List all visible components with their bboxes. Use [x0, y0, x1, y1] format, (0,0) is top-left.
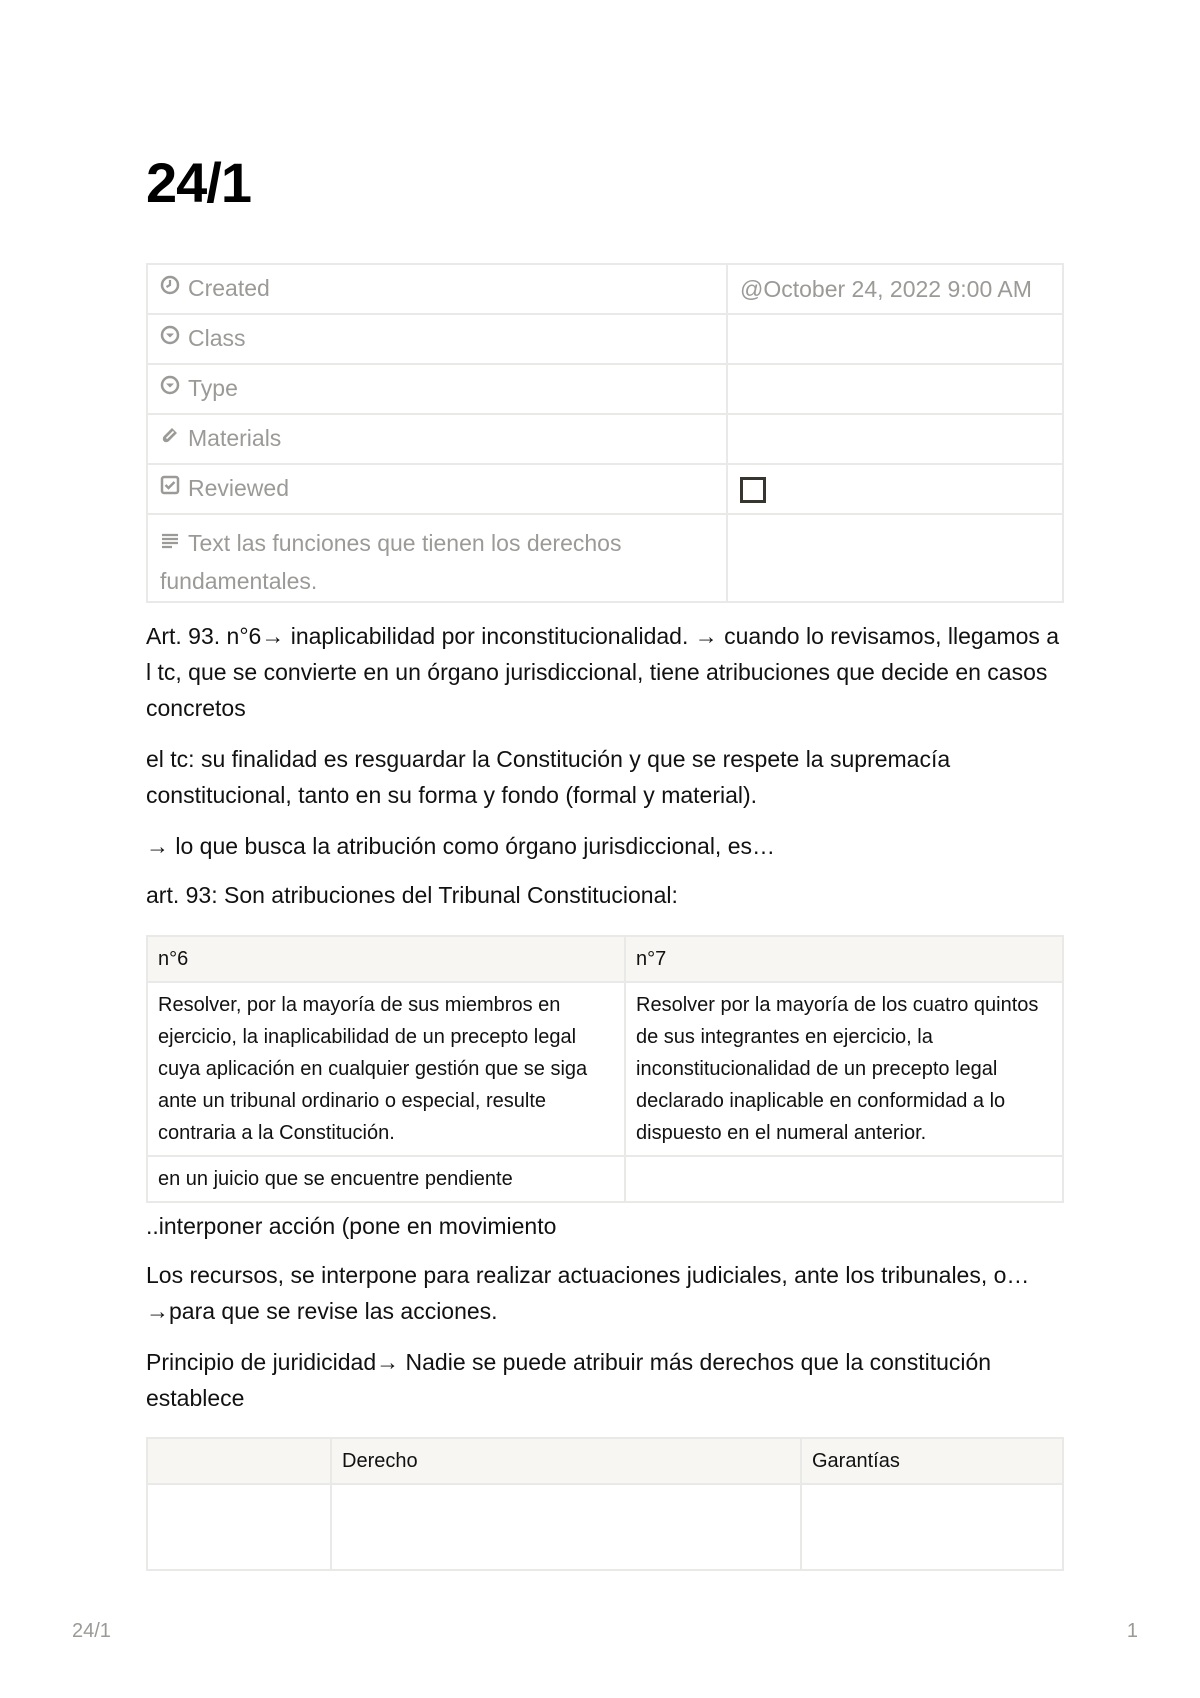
property-value-type[interactable] [727, 364, 1063, 414]
property-label: Text [188, 530, 231, 556]
property-key [147, 314, 727, 364]
property-row-class [147, 314, 1063, 364]
clock-icon [160, 274, 180, 301]
table-header-cell: Derecho [331, 1438, 801, 1484]
property-key [147, 264, 727, 314]
table-cell: Resolver por la mayoría de los cuatro quintos de sus integrantes en ejercicio, la inconstitucionalidad de un precepto legal declarado inaplicable en conformidad a lo dispuesto en el numeral anterior. [625, 982, 1063, 1156]
table-row [147, 1484, 1063, 1570]
paragraph-atribuciones-tc: art. 93: Son atribuciones del Tribunal Constitucional: [146, 882, 678, 908]
footer-page-number: 1 [1126, 1620, 1138, 1642]
table-cell: Resolver, por la mayoría de sus miembros en ejercicio, la inaplicabilidad de un precepto legal cuya aplicación en cualquier gestión que se siga ante un tribunal ordinario o especial, resulte contraria a la Constitución. [147, 982, 625, 1156]
property-key [147, 414, 727, 464]
paragraph-interponer: ..interponer acción (pone en movimiento [146, 1213, 557, 1239]
property-key [147, 464, 727, 514]
properties-table [146, 263, 1064, 603]
property-value-text[interactable] [727, 514, 1063, 602]
property-value-materials[interactable] [727, 414, 1063, 464]
table-header-cell: n°7 [625, 936, 1063, 982]
property-label: Class [188, 324, 246, 351]
select-icon [160, 324, 180, 351]
table-header-row [147, 1438, 1063, 1484]
table-cell [147, 1484, 331, 1570]
table-header-cell [147, 1438, 331, 1484]
paragraph-atribucion: → lo que busca la atribución como órgano jurisdiccional, es… [146, 833, 775, 859]
table-row [147, 982, 1063, 1156]
table-cell [801, 1484, 1063, 1570]
property-label: Materials [188, 424, 282, 451]
table-header-cell: n°6 [147, 936, 625, 982]
table-cell [625, 1156, 1063, 1202]
reviewed-checkbox[interactable] [740, 477, 766, 503]
table-cell [331, 1484, 801, 1570]
footer-page-title: 24/1 [72, 1620, 111, 1642]
property-label: Type [188, 374, 238, 401]
property-label: Created [188, 274, 270, 301]
property-row-materials [147, 414, 1063, 464]
table-header-cell: Garantías [801, 1438, 1063, 1484]
table-row [147, 1156, 1063, 1202]
property-row-type [147, 364, 1063, 414]
paragraph-juridicidad: Principio de juridicidad→ Nadie se puede atribuir más derechos que la constitución establece [146, 1349, 992, 1411]
derechos-table [146, 1437, 1064, 1571]
table-cell: en un juicio que se encuentre pendiente [147, 1156, 625, 1202]
attachment-icon [160, 424, 180, 451]
property-value-class[interactable] [727, 314, 1063, 364]
table-header-row [147, 936, 1063, 982]
atribuciones-table [146, 935, 1064, 1203]
page-title: 24/1 [146, 151, 251, 214]
property-value-reviewed [727, 464, 1063, 514]
property-label: Reviewed [188, 474, 289, 501]
property-row-text [147, 514, 1063, 602]
paragraph-art93: Art. 93. n°6→ inaplicabilidad por inconstitucionalidad. → cuando lo revisamos, llegamos a l tc, que se convierte en un órgano jurisdiccional, tiene atribuciones que decide en casos concretos [146, 623, 1060, 721]
property-value-created[interactable]: @October 24, 2022 9:00 AM [727, 264, 1063, 314]
paragraph-recursos: Los recursos, se interpone para realizar actuaciones judiciales, ante los tribunales, o…→para que se revise las acciones. [146, 1262, 1030, 1324]
property-text-value[interactable]: las funciones que tienen los derechos fundamentales. [160, 530, 622, 594]
text-icon [160, 525, 180, 561]
property-key [147, 364, 727, 414]
property-row-reviewed [147, 464, 1063, 514]
property-key [147, 514, 727, 602]
select-icon [160, 374, 180, 401]
checkbox-icon [160, 474, 180, 501]
property-row-created [147, 264, 1063, 314]
paragraph-tc-finalidad: el tc: su finalidad es resguardar la Constitución y que se respete la supremacía constitucional, tanto en su forma y fondo (formal y material). [146, 746, 951, 808]
